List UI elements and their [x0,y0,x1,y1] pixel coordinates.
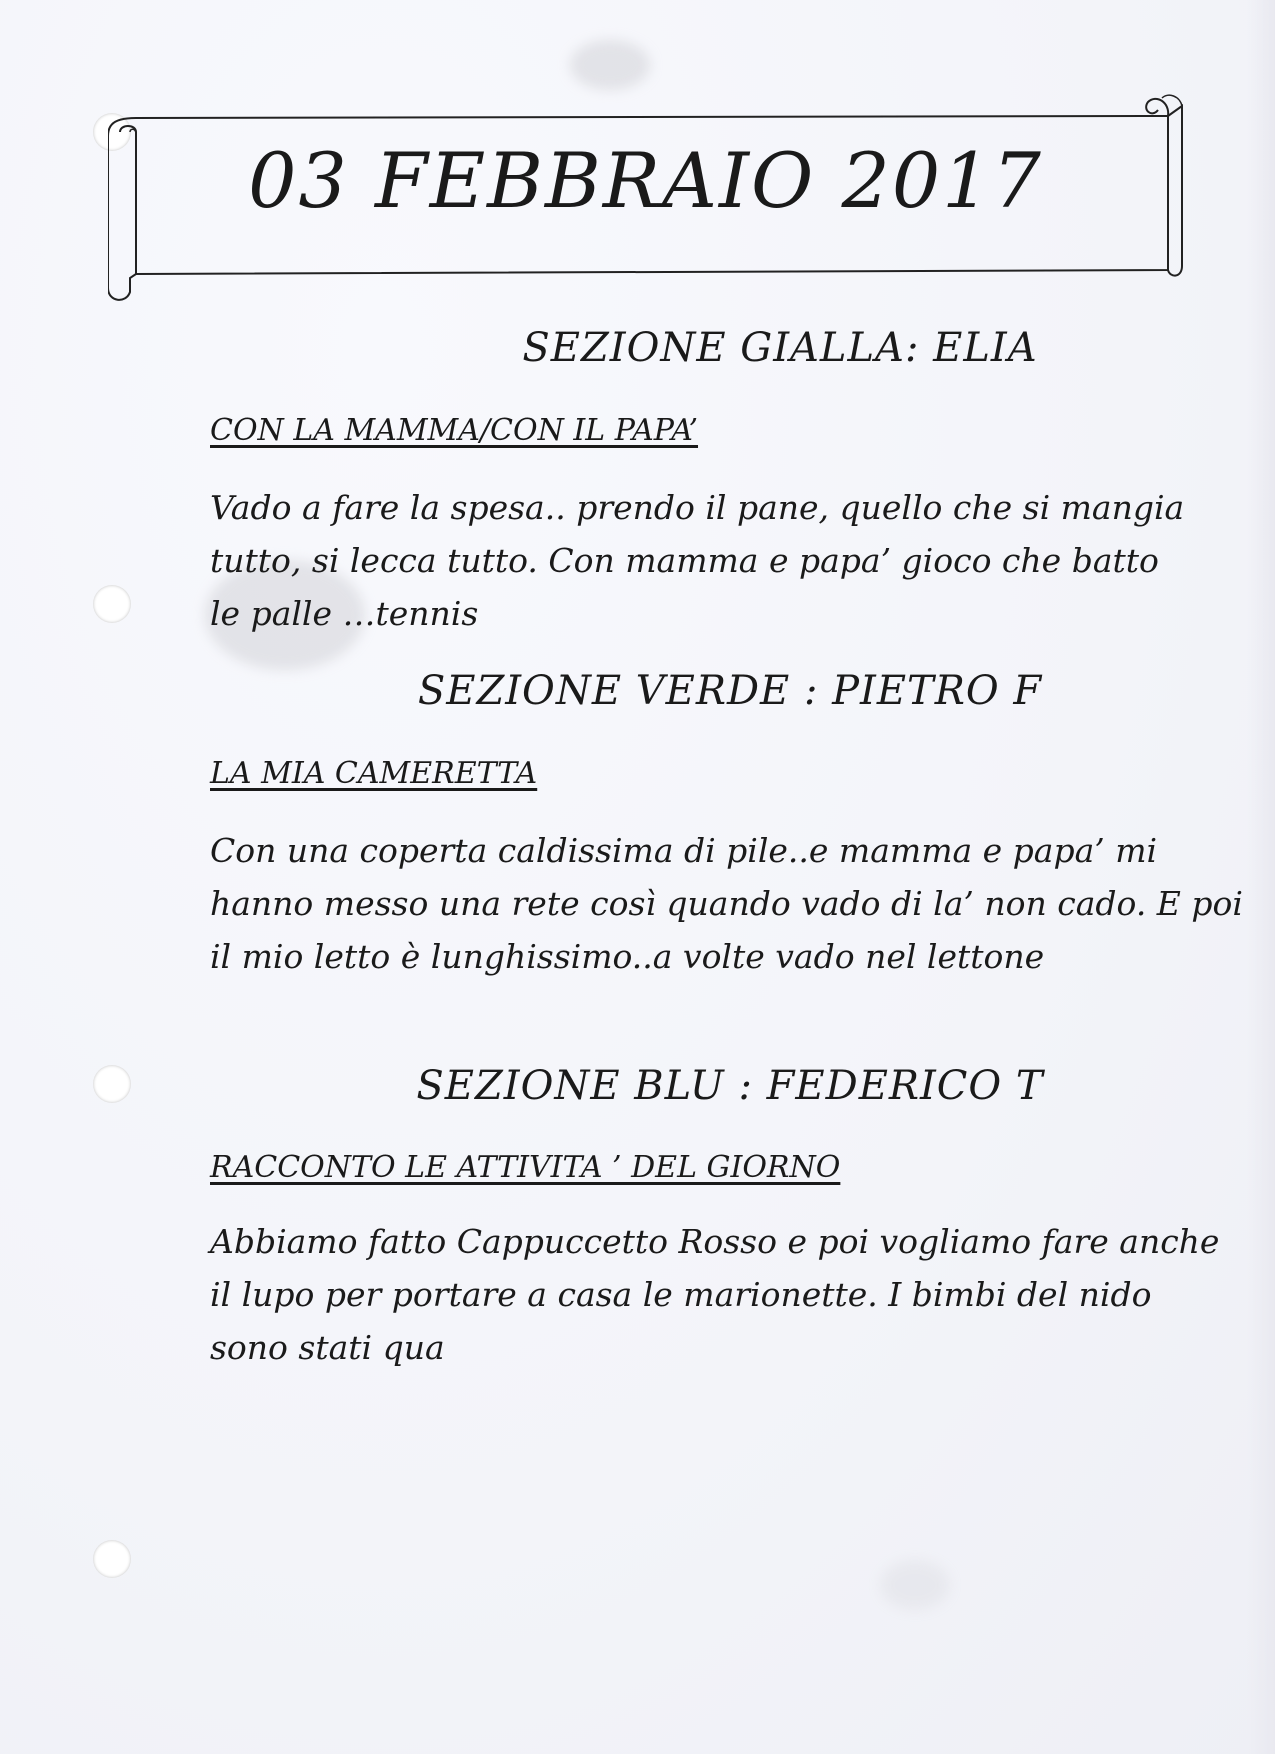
section-heading: SEZIONE GIALLA: ELIA [522,325,1038,371]
paper-edge [1247,0,1275,1754]
subheading: RACCONTO LE ATTIVITA ’ DEL GIORNO [210,1150,841,1185]
section-blu-body [210,1215,1220,1374]
section-gialla [210,325,1240,371]
section-gialla-subheading [210,413,1240,448]
scan-smudge [570,40,650,90]
section-gialla-body [210,481,1185,640]
subheading: LA MIA CAMERETTA [210,756,538,791]
section-verde-subheading [210,756,1240,791]
body-text: Con una coperta caldissima di pile..e mamma e papa’ mi hanno messo una rete così quando vado di la’ non cado. E poi il mio letto è lunghissimo..a volte vado nel lettone [210,831,1243,976]
section-verde-body [210,824,1250,983]
punch-hole [93,585,131,623]
body-text: Abbiamo fatto Cappuccetto Rosso e poi vogliamo fare anche il lupo per portare a casa le marionette. I bimbi del nido sono stati qua [210,1222,1220,1367]
punch-hole [93,1540,131,1578]
section-heading: SEZIONE BLU : FEDERICO T [416,1063,1044,1109]
page-title: 03 FEBBRAIO 2017 [248,136,1043,225]
title-banner [108,88,1183,308]
punch-hole [93,1065,131,1103]
section-blu [210,1063,1240,1109]
section-verde [210,668,1240,714]
section-blu-subheading [210,1150,1240,1185]
scan-smudge [880,1560,950,1610]
subheading: CON LA MAMMA/CON IL PAPA’ [210,413,699,448]
body-text: Vado a fare la spesa.. prendo il pane, quello che si mangia tutto, si lecca tutto. Con mamma e papa’ gioco che batto le palle …tennis [210,488,1185,633]
section-heading: SEZIONE VERDE : PIETRO F [417,668,1043,714]
